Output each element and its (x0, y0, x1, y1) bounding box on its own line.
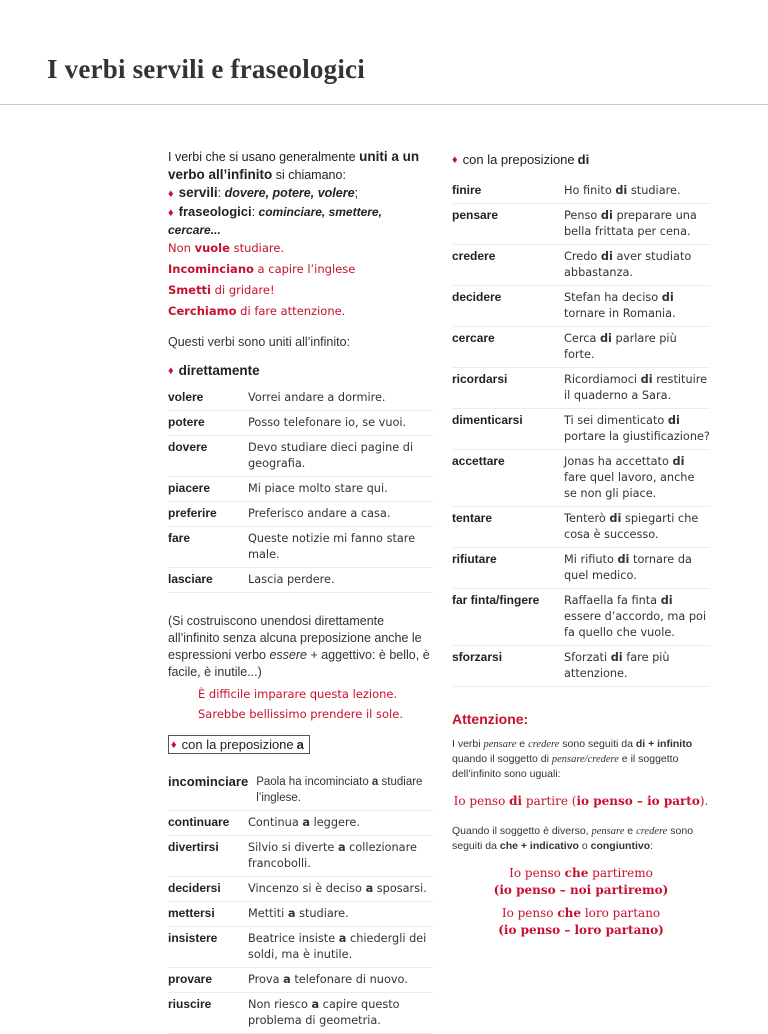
prep-a-header (168, 735, 433, 754)
example-cell: Prova a telefonare di nuovo. (248, 973, 408, 986)
attenzione-para-2: Quando il soggetto è diverso, pensare e credere sono seguiti da che + indicativo o congiuntivo: (452, 825, 694, 852)
fraseologici-line: ♦ fraseologici: cominciare, smettere, cercare... (168, 204, 382, 237)
bullet-icon: ♦ (452, 153, 458, 166)
direttamente-table (168, 386, 433, 593)
verb-cell: potere (168, 415, 205, 429)
example-cell: Jonas ha accettato di fare quel lavoro, anche se non gli piace. (564, 455, 695, 500)
table-row (168, 968, 433, 993)
table-row (452, 204, 710, 245)
servili-line: ♦ servili: dovere, potere, volere; (168, 185, 359, 200)
verb-cell: mettersi (168, 906, 215, 920)
attenzione-example-3: Io penso che loro partano (io penso – loro partano) (498, 906, 664, 937)
bullet-icon: ♦ (171, 738, 177, 751)
verb-cell: rifiutare (452, 552, 497, 566)
example-cell: Ho finito di studiare. (564, 184, 681, 197)
table-row (452, 327, 710, 368)
table-row (452, 589, 710, 646)
page-title: I verbi servili e fraseologici (47, 54, 365, 84)
verb-cell: dovere (168, 440, 208, 454)
table-row (168, 411, 433, 436)
verb-cell: sforzarsi (452, 650, 503, 664)
verb-cell: ricordarsi (452, 372, 508, 386)
prep-di-header: ♦ con la preposizione di (452, 152, 590, 167)
verb-cell: tentare (452, 511, 493, 525)
verb-cell: decidersi (168, 881, 221, 895)
attenzione-example-1: Io penso di partire (io penso – io parto). (453, 794, 709, 808)
verb-cell: piacere (168, 481, 211, 495)
example-cell: Mi rifiuto di tornare da quel medico. (564, 553, 692, 582)
intro-text: I verbi che si usano generalmente uniti a un verbo all’infinito si chiamano: (168, 149, 420, 182)
united-text: Questi verbi sono uniti all’infinito: (168, 335, 351, 349)
table-row (168, 927, 433, 968)
example-cerchiamo: Cerchiamo di fare attenzione. (168, 304, 346, 318)
prep-a-box: ♦ con la preposizione a (168, 735, 310, 754)
table-row (452, 646, 710, 687)
example-cell: Silvio si diverte a collezionare francobolli. (248, 841, 417, 870)
table-row (168, 477, 433, 502)
verb-cell: divertirsi (168, 840, 219, 854)
example-cell: Sforzati di fare più attenzione. (564, 651, 670, 680)
prep-di-table (452, 179, 710, 687)
example-cell: Mi piace molto stare qui. (248, 482, 388, 495)
table-row (452, 245, 710, 286)
example-cell: Ricordiamoci di restituire il quaderno a Sara. (564, 373, 708, 402)
verb-cell: preferire (168, 506, 217, 520)
example-bellissimo: Sarebbe bellissimo prendere il sole. (198, 707, 403, 721)
table-row (168, 902, 433, 927)
verb-cell: insistere (168, 931, 218, 945)
bullet-icon: ♦ (168, 364, 174, 377)
table-row (168, 568, 433, 593)
table-row (452, 507, 710, 548)
example-cell: Ti sei dimenticato di portare la giustificazione? (564, 414, 710, 443)
example-cell: Devo studiare dieci pagine di geografia. (248, 441, 414, 470)
verb-cell: volere (168, 390, 204, 404)
right-column (452, 152, 710, 939)
verb-cell: riuscire (168, 997, 212, 1011)
direttamente-header: ♦ direttamente (168, 363, 260, 378)
table-row (168, 386, 433, 411)
example-cell: Continua a leggere. (248, 816, 360, 829)
table-row (168, 877, 433, 902)
verb-cell: dimenticarsi (452, 413, 523, 427)
table-row (452, 450, 710, 507)
verb-cell: fare (168, 531, 191, 545)
table-row (452, 368, 710, 409)
example-difficile: È difficile imparare questa lezione. (198, 687, 398, 701)
table-row (452, 409, 710, 450)
example-cell: Vorrei andare a dormire. (248, 391, 386, 404)
attenzione-box (452, 711, 710, 939)
example-cell: Credo di aver studiato abbastanza. (564, 250, 692, 279)
attenzione-example-2: Io penso che partiremo (io penso – noi partiremo) (493, 866, 669, 897)
verb-cell: lasciare (168, 572, 213, 586)
left-column (168, 148, 433, 1034)
table-row (168, 836, 433, 877)
table-row (168, 527, 433, 568)
example-cell: Beatrice insiste a chiedergli dei soldi, ma è inutile. (248, 932, 427, 961)
essere-note: (Si costruiscono unendosi direttamente all’infinito senza alcuna preposizione anche le espressioni verbo essere + aggettivo: è bello, è facile, è inutile...) (168, 614, 430, 679)
table-row (452, 548, 710, 589)
example-smetti: Smetti di gridare! (168, 283, 275, 297)
example-cell: Mettiti a studiare. (248, 907, 349, 920)
example-incominciano: Incominciano a capire l’inglese (168, 262, 356, 276)
table-row: incominciare Paola ha incominciato a studiare l’inglese. (168, 770, 433, 811)
bullet-icon: ♦ (168, 207, 174, 219)
table-row (168, 502, 433, 527)
example-cell: Posso telefonare io, se vuoi. (248, 416, 407, 429)
verb-cell: far finta/fingere (452, 593, 540, 607)
example-vuole: Non vuole studiare. (168, 241, 285, 255)
verb-cell: pensare (452, 208, 499, 222)
table-row (452, 286, 710, 327)
verb-cell: decidere (452, 290, 502, 304)
prep-a-table (168, 811, 433, 1034)
title-divider (0, 104, 768, 105)
table-row (168, 436, 433, 477)
example-cell: Penso di preparare una bella frittata per cena. (564, 209, 697, 238)
example-cell: Raffaella fa finta di essere d’accordo, ma poi fa quello che vuole. (564, 594, 707, 639)
table-row (168, 993, 433, 1034)
table-row (168, 811, 433, 836)
verb-cell: provare (168, 972, 213, 986)
example-cell: Tenterò di spiegarti che cosa è successo. (564, 512, 699, 541)
attenzione-title: Attenzione: (452, 711, 529, 727)
verb-cell: finire (452, 183, 482, 197)
bullet-icon: ♦ (168, 188, 174, 200)
verb-cell: continuare (168, 815, 230, 829)
example-cell: Vincenzo si è deciso a sposarsi. (248, 882, 427, 895)
table-row (452, 179, 710, 204)
verb-cell: credere (452, 249, 496, 263)
example-cell: Queste notizie mi fanno stare male. (248, 532, 416, 561)
example-cell: Stefan ha deciso di tornare in Romania. (564, 291, 676, 320)
example-cell: Cerca di parlare più forte. (564, 332, 677, 361)
example-cell: Lascia perdere. (248, 573, 335, 586)
verb-cell: cercare (452, 331, 495, 345)
verb-cell: accettare (452, 454, 505, 468)
attenzione-para-1: I verbi pensare e credere sono seguiti da di + infinito quando il soggetto di pensare/credere e il soggetto dell’infinito sono uguali: (452, 738, 693, 780)
example-cell: Preferisco andare a casa. (248, 507, 391, 520)
example-cell: Non riesco a capire questo problema di geometria. (248, 998, 400, 1027)
